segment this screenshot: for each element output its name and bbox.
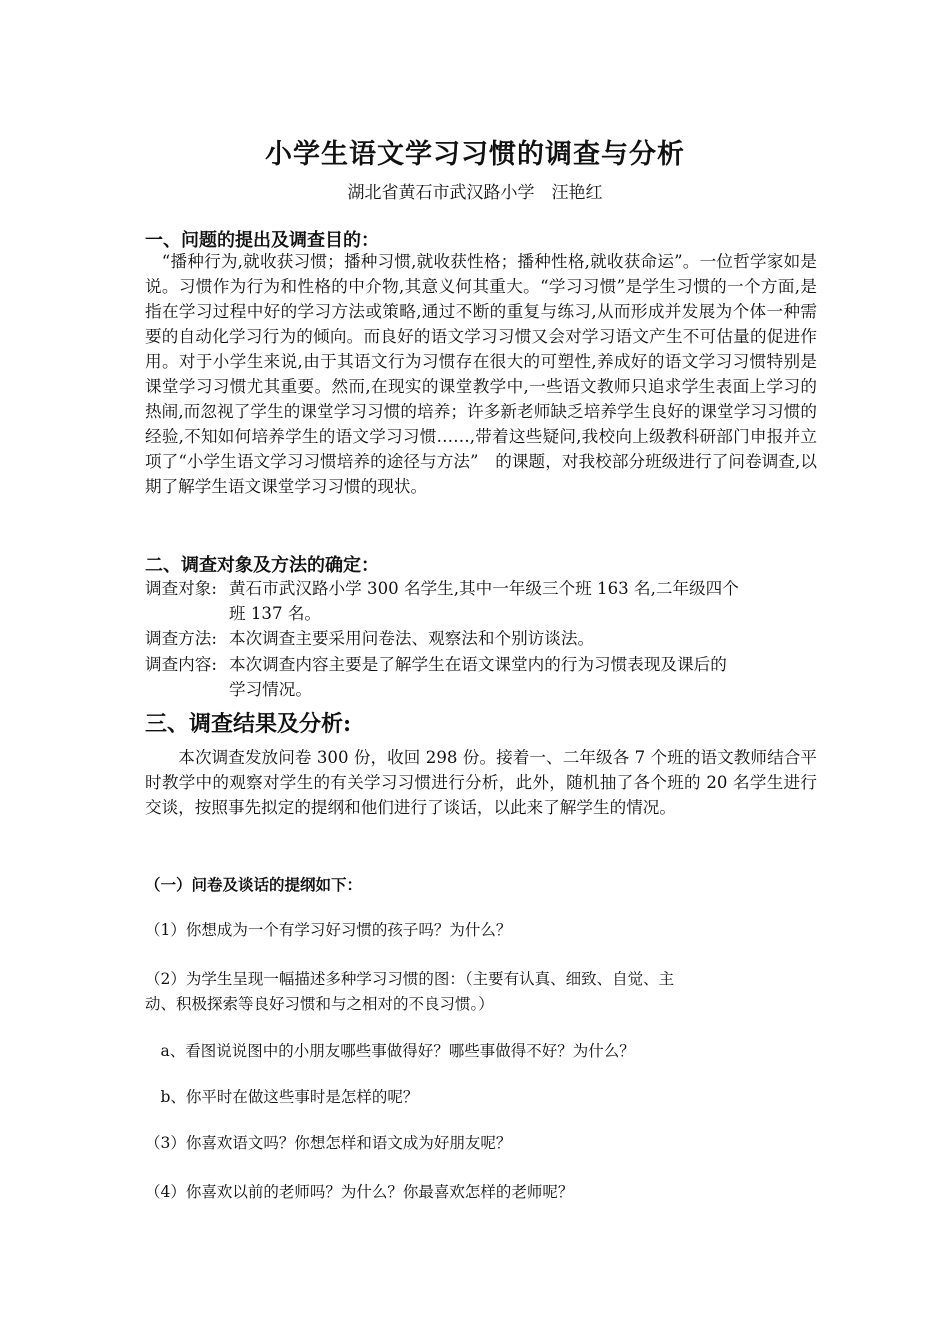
section2-heading: 二、调查对象及方法的确定： bbox=[145, 555, 379, 576]
survey-method-label: 调查方法: bbox=[145, 629, 217, 648]
survey-object-text: 黄石市武汉路小学 300 名学生,其中一年级三个班 163 名,二年级四个 bbox=[229, 579, 739, 598]
survey-content-text: 本次调查内容主要是了解学生在语文课堂内的行为习惯表现及课后的 bbox=[229, 655, 727, 674]
section1-heading: 一、问题的提出及调查目的： bbox=[145, 230, 379, 251]
outline-heading: （一）问卷及谈话的提纲如下： bbox=[145, 875, 363, 894]
question-1: （1）你想成为一个有学习好习惯的孩子吗？为什么？ bbox=[145, 921, 512, 939]
question-2b: b、你平时在做这些事时是怎样的呢？ bbox=[145, 1088, 419, 1106]
section3-heading: 三、调查结果及分析: bbox=[145, 711, 352, 737]
author-line: 湖北省黄石市武汉路小学 汪艳红 bbox=[347, 183, 603, 203]
document-title: 小学生语文学习习惯的调查与分析 bbox=[265, 139, 685, 170]
question-2-line2: 动、积极探索等良好习惯和与之相对的不良习惯。） bbox=[145, 995, 494, 1013]
survey-object-row bbox=[145, 575, 739, 599]
survey-content-text-cont: 学习情况。 bbox=[229, 680, 312, 699]
survey-content-label: 调查内容: bbox=[145, 655, 217, 674]
question-4: （4）你喜欢以前的老师吗？为什么？你最喜欢怎样的老师呢？ bbox=[145, 1183, 574, 1201]
survey-object-text-cont: 班 137 名。 bbox=[229, 604, 322, 623]
survey-object-label: 调查对象: bbox=[145, 579, 217, 598]
question-2-line1: （2）为学生呈现一幅描述多种学习习惯的图：（主要有认真、细致、自觉、主 bbox=[145, 970, 675, 988]
section3-paragraph: 本次调查发放问卷 300 份，收回 298 份。接着一、二年级各 7 个班的语文教师结合平时教学中的观察对学生的有关学习习惯进行分析，此外，随机抽了各个班的 20 名学生进行交谈，按照事先拟定的提纲和他们进行了谈话，以此来了解学生的情况。 bbox=[145, 748, 817, 817]
survey-method-text: 本次调查主要采用问卷法、观察法和个别访谈法。 bbox=[229, 629, 595, 648]
survey-content-row bbox=[145, 651, 727, 675]
question-3: （3）你喜欢语文吗？你想怎样和语文成为好朋友呢？ bbox=[145, 1134, 512, 1152]
section1-paragraph: “播种行为,就收获习惯；播种习惯,就收获性格；播种性格,就收获命运”。一位哲学家如是说。习惯作为行为和性格的中介物,其意义何其重大。“学习习惯”是学生习惯的一个方面,是指在学习过程中好的学习方法或策略,通过不断的重复与练习,从而形成并发展为个体一种需要的自动化学习行为的倾向。而良好的语文学习习惯又会对学习语文产生不可估量的促进作用。对于小学生来说,由于其语文行为习惯存在很大的可塑性,养成好的语文学习习惯特别是课堂学习习惯尤其重要。然而,在现实的课堂教学中,一些语文教师只追求学生表面上学习的热闹,而忽视了学生的课堂学习习惯的培养；许多新老师缺乏培养学生良好的课堂学习习惯的经验,不知如何培养学生的语文学习习惯……,带着这些疑问,我校向上级教科研部门申报并立项了“小学生语文学习习惯培养的途径与方法” 的课题，对我校部分班级进行了问卷调查,以期了解学生语文课堂学习习惯的现状。 bbox=[145, 252, 817, 496]
survey-method-row bbox=[145, 625, 594, 649]
question-2a: a、看图说说图中的小朋友哪些事做得好？哪些事做得不好？为什么？ bbox=[145, 1042, 635, 1060]
